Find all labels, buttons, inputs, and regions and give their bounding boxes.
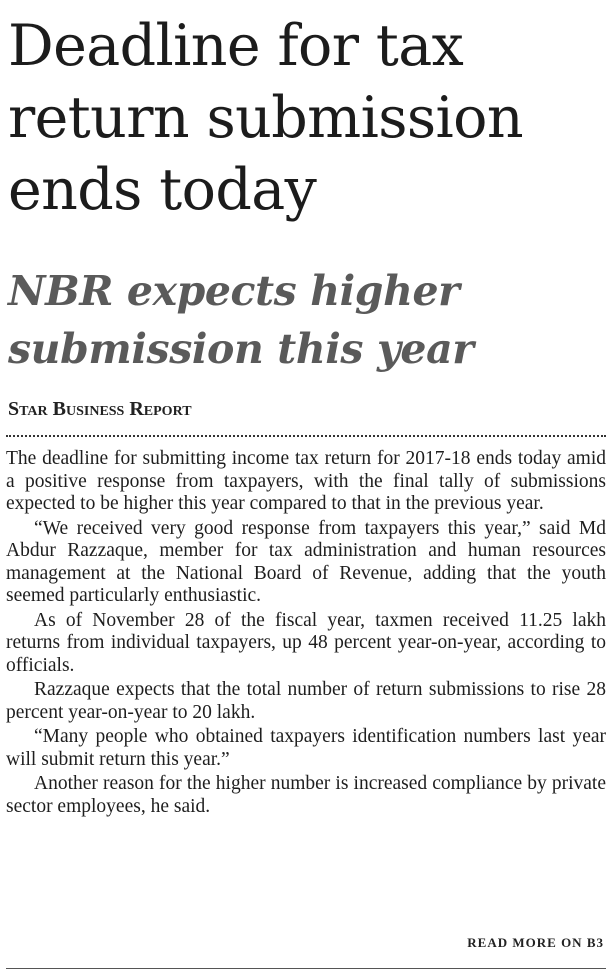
body-paragraph: “Many people who obtained taxpayers identification numbers last year will submit return this year.” — [6, 726, 606, 770]
body-paragraph: “We received very good response from taxpayers this year,” said Md Abdur Razzaque, member for tax administration and human resources management at the National Board of Revenue, adding that the youth seemed particularly enthusiastic. — [6, 517, 606, 606]
byline: Star Business Report — [8, 398, 192, 420]
body-paragraph: As of November 28 of the fiscal year, taxmen received 11.25 lakh returns from individual taxpayers, up 48 percent year-on-year, according to officials. — [6, 609, 606, 676]
bottom-divider — [6, 968, 606, 969]
body-paragraph: The deadline for submitting income tax return for 2017-18 ends today amid a positive response from taxpayers, with the final tally of submissions expected to be higher this year compared to that in the previous year. — [6, 448, 606, 514]
headline: Deadline for tax return submission ends today — [8, 13, 523, 223]
read-more-jump[interactable]: READ MORE ON B3 — [467, 935, 604, 950]
body-paragraph: Razzaque expects that the total number of return submissions to rise 28 percent year-on-year to 20 lakh. — [6, 679, 606, 723]
subheadline: NBR expects higher submission this year — [8, 267, 474, 373]
article-body — [6, 448, 606, 820]
body-paragraph: Another reason for the higher number is increased compliance by private sector employees, he said. — [6, 773, 606, 817]
dotted-divider — [6, 435, 606, 437]
